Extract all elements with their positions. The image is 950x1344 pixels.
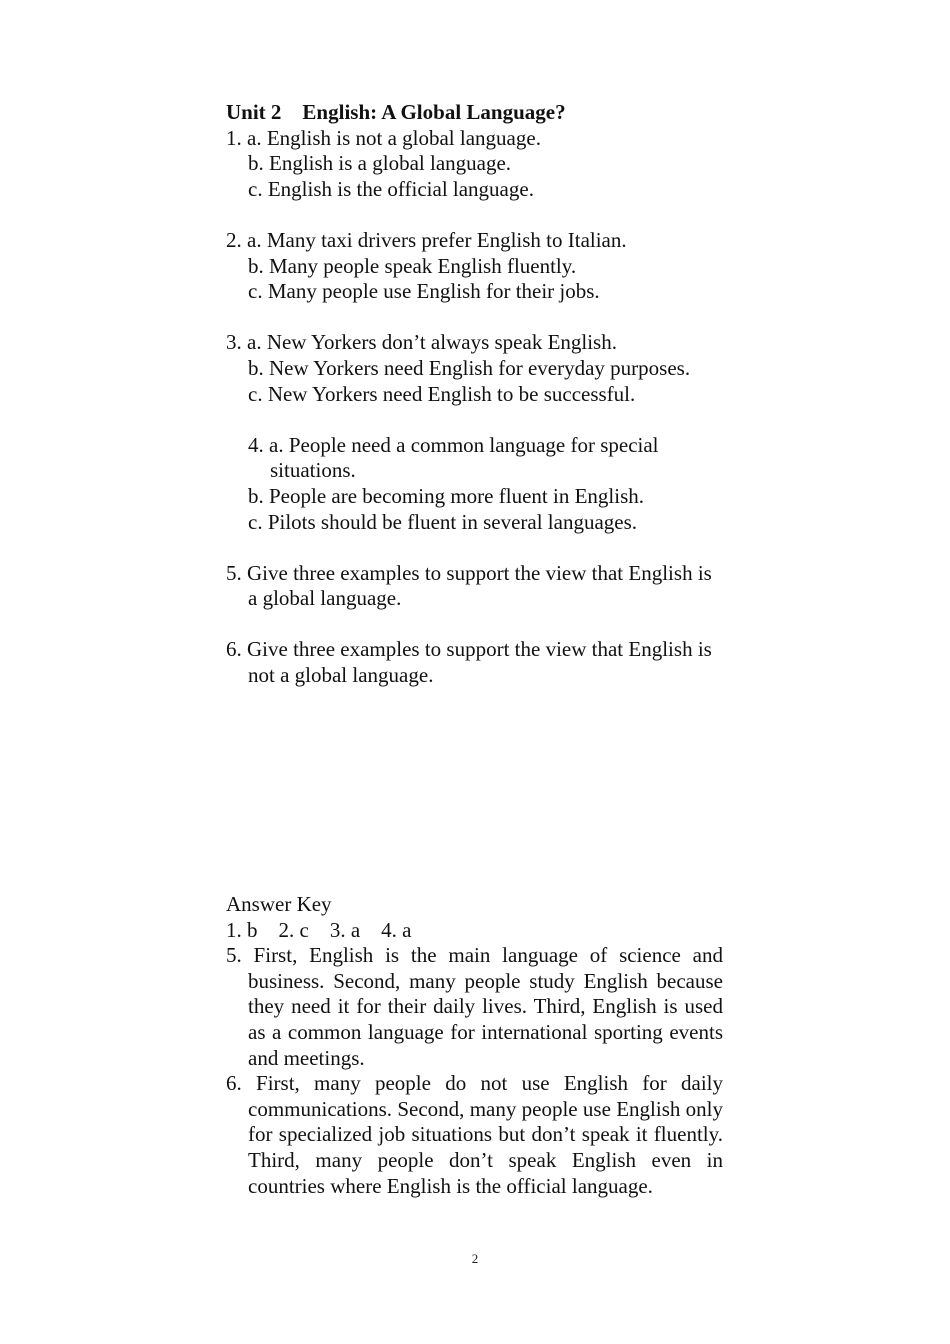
question-1: [226, 126, 723, 203]
question-2: [226, 228, 723, 305]
spacer: [226, 535, 723, 561]
question-4-prompt: 4. a. People need a common language for special situations.: [248, 432, 659, 483]
question-3-option-c: c. New Yorkers need English to be successful.: [248, 381, 636, 406]
question-6: [226, 637, 723, 688]
question-5: [226, 561, 723, 612]
question-2-prompt: 2. a. Many taxi drivers prefer English to Italian.: [226, 227, 627, 252]
answer-key-heading: Answer Key: [226, 892, 332, 916]
question-4-option-b: b. People are becoming more fluent in English.: [248, 483, 644, 508]
spacer: [226, 612, 723, 638]
question-1-option-c: c. English is the official language.: [248, 176, 534, 201]
question-2-option-c: c. Many people use English for their jobs.: [248, 279, 600, 304]
answer-6: 6. First, many people do not use English for daily communications. Second, many people use English only for specialized job situations but don’t speak it fluently. Third, many people don’t speak English even in countries where English is the official language.: [226, 1071, 723, 1198]
question-4: [226, 433, 723, 535]
question-5-prompt: 5. Give three examples to support the view that English is a global language.: [226, 560, 712, 611]
question-4-option-c: c. Pilots should be fluent in several languages.: [248, 509, 638, 534]
question-2-option-b: b. Many people speak English fluently.: [248, 253, 577, 278]
short-answers: 1. b 2. c 3. a 4. a: [226, 917, 412, 942]
spacer: [226, 202, 723, 228]
unit-title: Unit 2 English: A Global Language?: [226, 100, 566, 124]
page-number: 2: [471, 1251, 479, 1266]
question-3-option-b: b. New Yorkers need English for everyday purposes.: [248, 355, 691, 380]
answer-5: 5. First, English is the main language of science and business. Second, many people study English because they need it for their daily lives. Third, English is used as a common language for international sporting events and meetings.: [226, 943, 723, 1070]
question-3-prompt: 3. a. New Yorkers don’t always speak English.: [226, 330, 617, 355]
question-section: [226, 100, 723, 689]
answer-key: [226, 892, 723, 1199]
question-1-prompt: 1. a. English is not a global language.: [226, 125, 541, 150]
spacer: [226, 305, 723, 331]
question-1-option-b: b. English is a global language.: [248, 151, 512, 176]
question-6-prompt: 6. Give three examples to support the view that English is not a global language.: [226, 637, 712, 688]
spacer: [226, 407, 723, 433]
question-3: [226, 330, 723, 407]
